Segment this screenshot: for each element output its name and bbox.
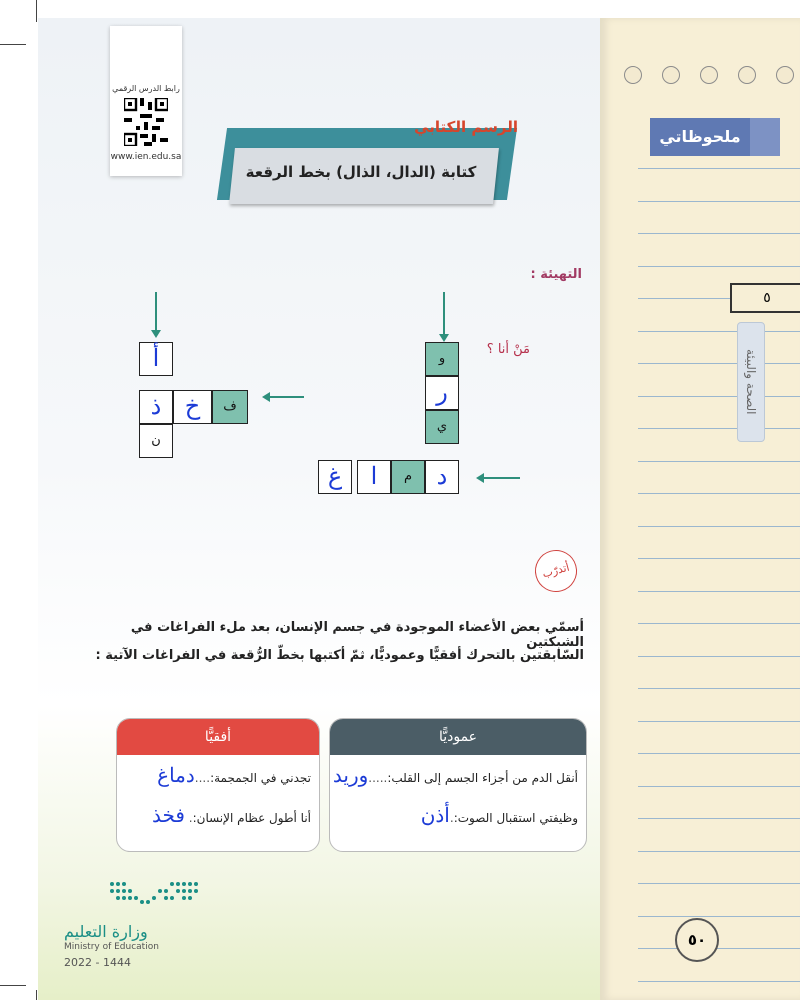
crossword-cell: ا	[357, 460, 391, 494]
note-line	[638, 948, 800, 949]
arrow-down-icon	[151, 330, 161, 338]
qr-label: رابط الدرس الرقمي	[112, 84, 180, 93]
note-line	[638, 916, 800, 917]
crossword-cell: ف	[212, 390, 248, 424]
note-line	[638, 591, 800, 592]
binder-hole	[624, 66, 642, 84]
answer-ear[interactable]: أذن	[420, 803, 450, 827]
crop-mark	[0, 985, 26, 986]
arrow-left	[268, 396, 304, 398]
note-line	[638, 461, 800, 462]
who-am-i-prompt: مَنْ أنا ؟	[486, 342, 530, 357]
crossword-cell: م	[391, 460, 425, 494]
binder-hole	[662, 66, 680, 84]
answer-vein[interactable]: وريد	[332, 763, 369, 787]
note-line	[638, 786, 800, 787]
note-line	[638, 201, 800, 202]
horizontal-card-header: أفقيًّا	[117, 719, 319, 755]
ministry-name-english: Ministry of Education	[64, 942, 159, 952]
note-line	[638, 688, 800, 689]
crossword-cell: د	[425, 460, 459, 494]
note-line	[638, 818, 800, 819]
note-line	[638, 331, 800, 332]
vertical-card-header: عموديًّا	[330, 719, 586, 755]
edition-year: 2022 - 1444	[64, 956, 131, 969]
instruction-line-1: أسمّي بعض الأعضاء الموجودة في جسم الإنسان، بعد ملء الفراغات في الشبكتين	[130, 620, 584, 650]
crossword-cell: و	[425, 342, 459, 376]
clue-text: تجدني في الجمجمة:	[210, 771, 311, 785]
note-line	[638, 883, 800, 884]
note-line	[638, 753, 800, 754]
arrow-left	[482, 477, 520, 479]
crossword-cell: ي	[425, 410, 459, 444]
vertical-answers-card	[329, 718, 587, 852]
instruction-line-2: السّابقتين بالتحرك أفقيًّا وعموديًّا، ثمّ أكتبها بخطّ الرُّقعة في الفراغات الآتية :	[95, 648, 584, 663]
ministry-name-arabic: وزارة التعليم	[64, 922, 148, 941]
note-line	[638, 623, 800, 624]
clue-text: أنقل الدم من أجزاء الجسم إلى القلب:	[387, 771, 578, 785]
note-line	[638, 168, 800, 169]
binder-hole	[738, 66, 756, 84]
crop-mark	[36, 990, 37, 1000]
note-line	[638, 981, 800, 982]
horizontal-answers-card	[116, 718, 320, 852]
crossword-cell: ذ	[139, 390, 173, 424]
crop-mark	[0, 44, 26, 45]
crossword-cell: خ	[173, 390, 212, 424]
arrow-down	[155, 292, 157, 332]
note-line	[638, 363, 800, 364]
practice-badge: أتدرّب	[530, 545, 581, 596]
answer-thigh[interactable]: فخذ	[151, 803, 185, 827]
note-line	[638, 493, 800, 494]
vertical-clue-2: وظيفتي استقبال الصوت:.أذن	[420, 803, 578, 827]
note-line	[638, 656, 800, 657]
crossword-cell: ن	[139, 424, 173, 458]
unit-name-tab: الصحة والبيئة	[737, 322, 765, 442]
note-line	[638, 396, 800, 397]
crossword-cell: ر	[425, 376, 459, 410]
notes-sidebar	[600, 18, 800, 1000]
unit-number: ٥	[730, 283, 800, 313]
note-line	[638, 526, 800, 527]
lesson-subtitle: الرسم الكتابي	[414, 118, 518, 136]
note-line	[638, 721, 800, 722]
clue-text: وظيفتي استقبال الصوت:	[453, 811, 578, 825]
qr-code-icon[interactable]	[124, 98, 168, 146]
crossword-cell: أ	[139, 342, 173, 376]
crop-mark	[36, 0, 37, 22]
ministry-logo-icon	[108, 880, 202, 908]
arrow-down-icon	[439, 334, 449, 342]
horizontal-clue-1: تجدني في الجمجمة:....دماغ	[157, 763, 311, 787]
note-line	[638, 851, 800, 852]
note-line	[638, 428, 800, 429]
arrow-left-icon	[476, 473, 484, 483]
binder-hole	[776, 66, 794, 84]
page-number: ٥٠	[675, 918, 719, 962]
clue-text: أنا أطول عظام الإنسان:	[192, 811, 311, 825]
note-line	[638, 233, 800, 234]
notes-title: ملحوظاتي	[650, 118, 750, 156]
warmup-label: التهيئة :	[530, 267, 582, 282]
arrow-left-icon	[262, 392, 270, 402]
arrow-down	[443, 292, 445, 338]
note-line	[638, 558, 800, 559]
answer-brain[interactable]: دماغ	[157, 763, 195, 787]
horizontal-clue-2: أنا أطول عظام الإنسان:. فخذ	[151, 803, 311, 827]
lesson-title: كتابة (الدال، الذال) بخط الرقعة	[245, 163, 477, 181]
vertical-clue-1: أنقل الدم من أجزاء الجسم إلى القلب:.....وريد	[332, 763, 578, 787]
note-line	[638, 266, 800, 267]
qr-url[interactable]: www.ien.edu.sa	[110, 152, 182, 162]
crossword-cell: غ	[318, 460, 352, 494]
binder-hole	[700, 66, 718, 84]
